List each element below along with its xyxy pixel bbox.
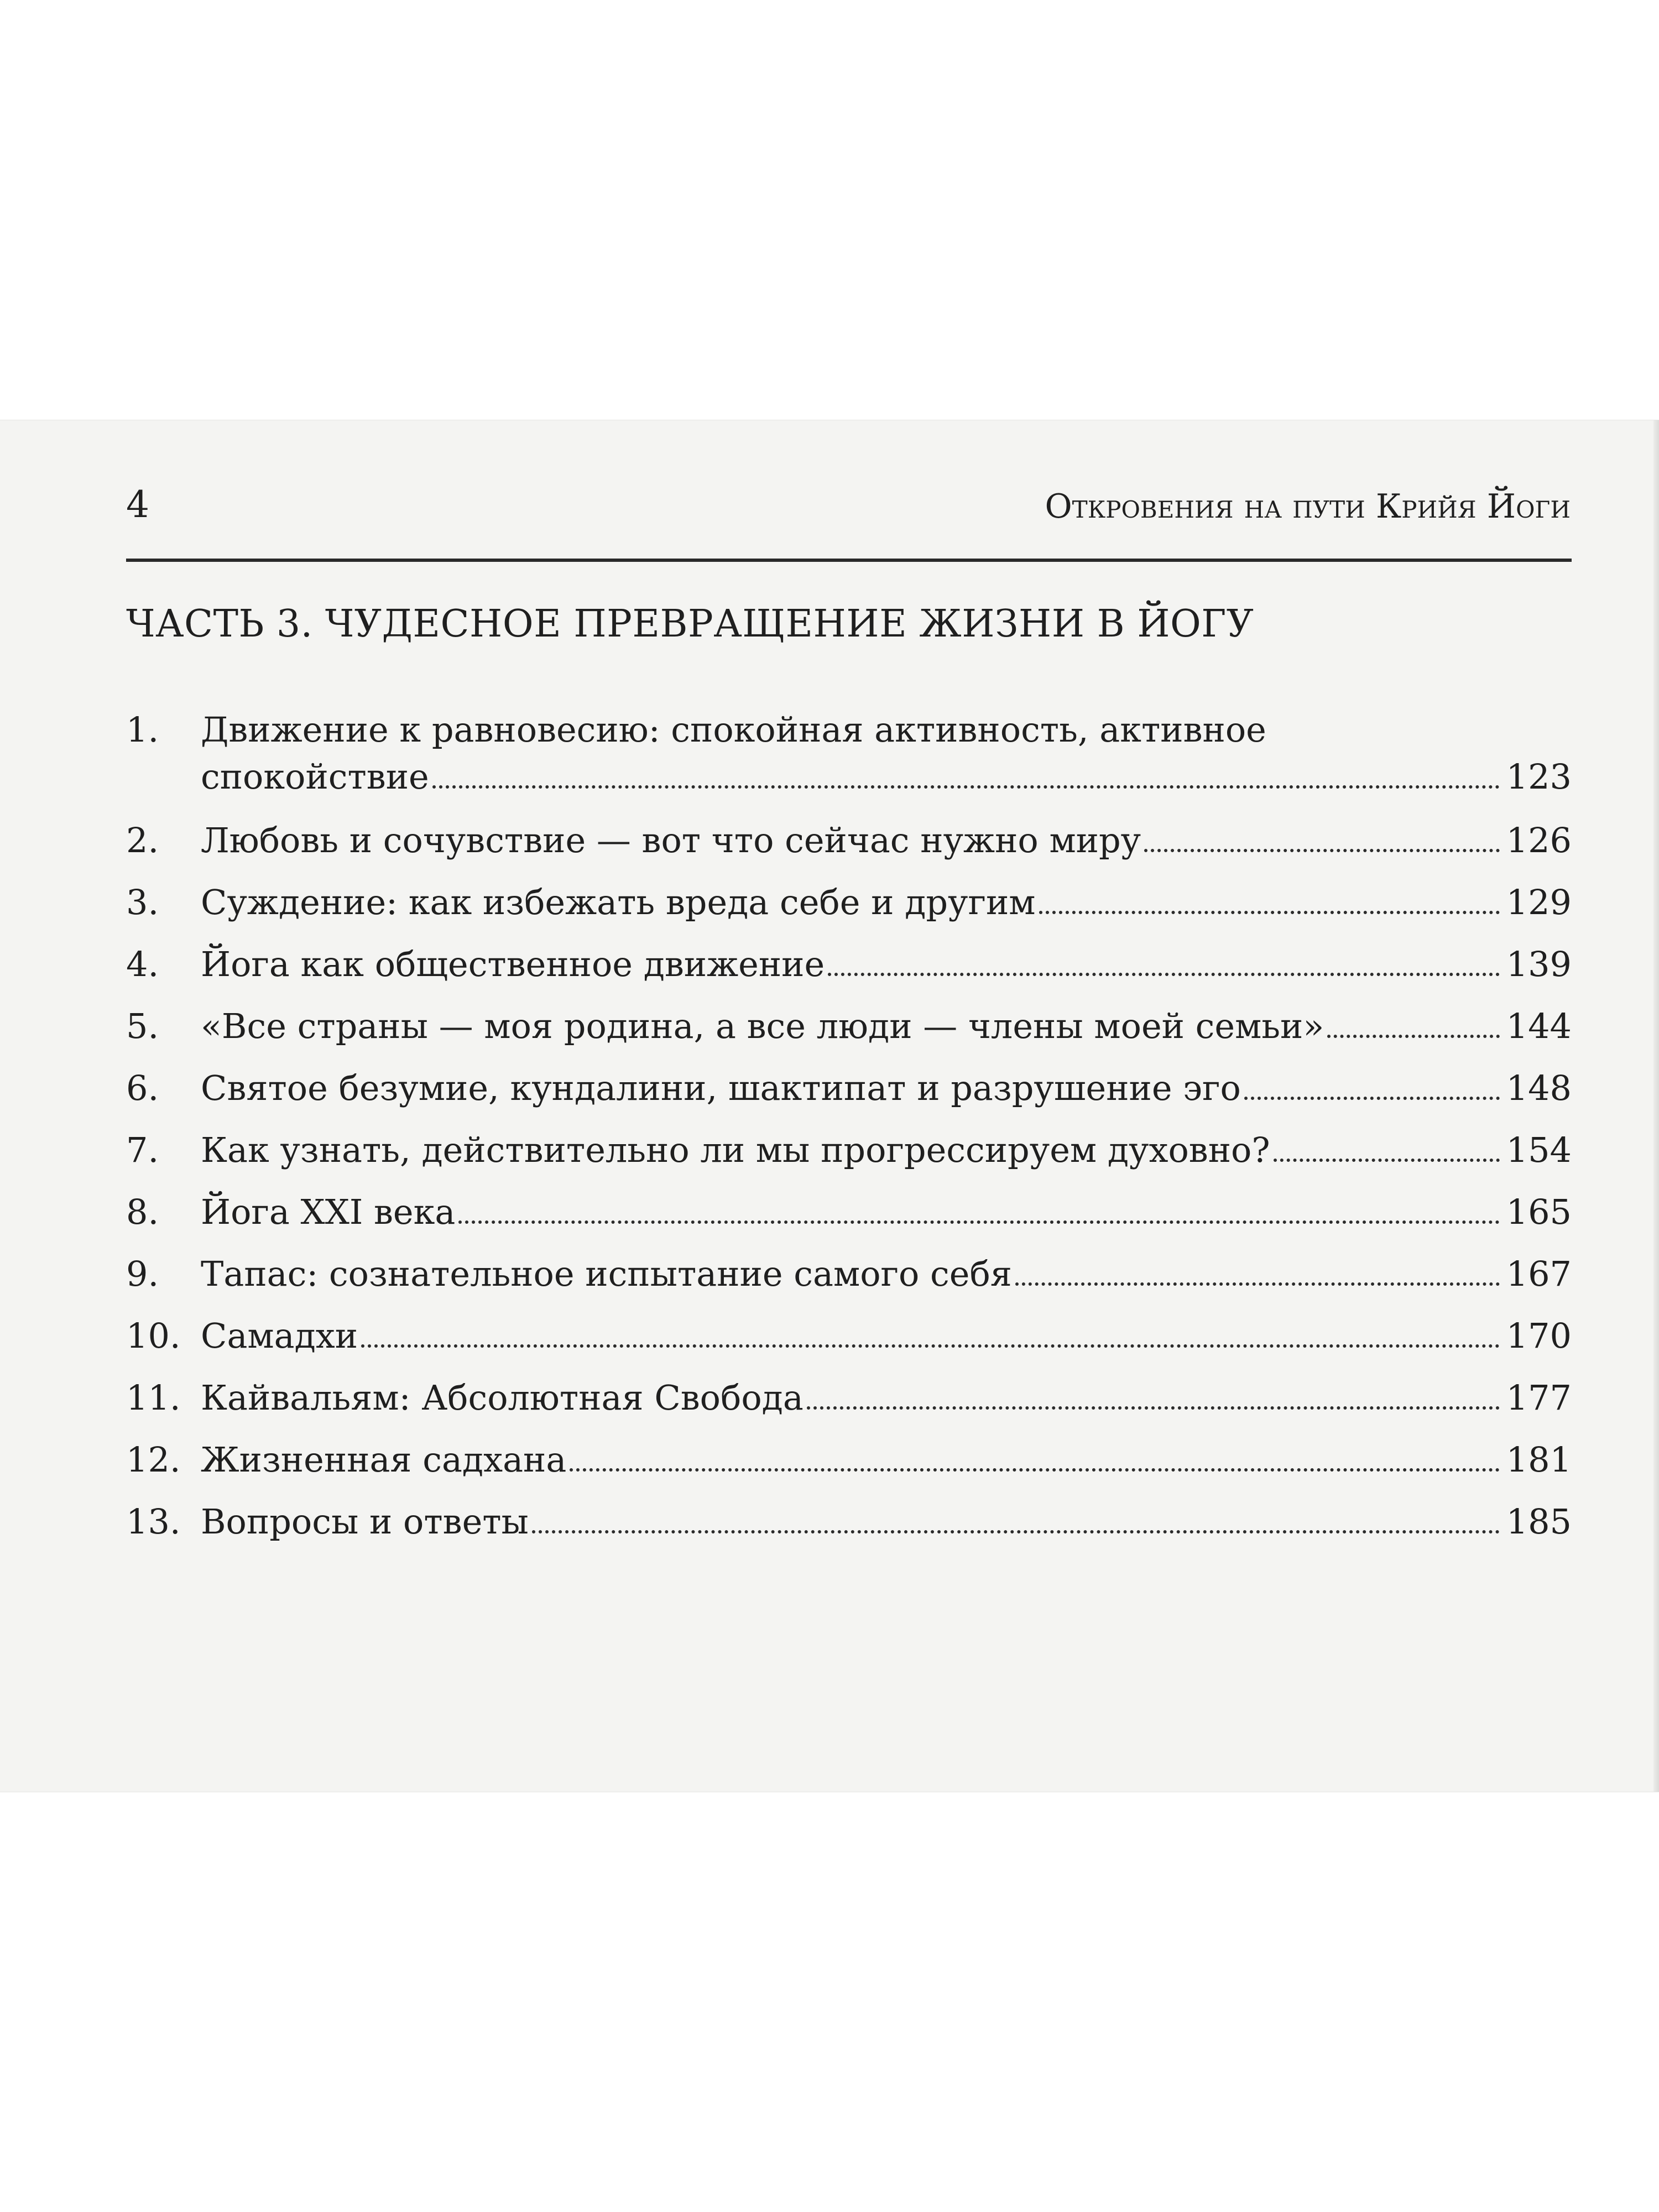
toc-entry-continuation <box>126 755 1572 799</box>
dot-leader <box>432 757 1500 789</box>
toc-entry-number: 8. <box>126 1192 159 1232</box>
toc-entry-number: 7. <box>126 1130 159 1170</box>
toc-entry-page: 148 <box>1506 1068 1572 1108</box>
dot-leader <box>1144 820 1500 852</box>
toc-entry-title-line: Движение к равновесию: спокойная активность, активное <box>201 709 1266 750</box>
dot-leader <box>532 1501 1500 1533</box>
toc-entry-last-line <box>201 880 1572 925</box>
toc-entry <box>126 880 1572 925</box>
toc-entry-title: Йога XXI века <box>201 1192 456 1232</box>
toc-entry-title: Жизненная садхана <box>201 1439 567 1480</box>
dot-leader <box>1327 1006 1500 1038</box>
toc-entry-last-line <box>201 1066 1572 1110</box>
toc-entry <box>126 1500 1572 1544</box>
toc-entry-title: Вопросы и ответы <box>201 1501 529 1542</box>
dot-leader <box>458 1192 1500 1224</box>
toc-entry-page: 126 <box>1506 820 1572 860</box>
toc-entry-last-line <box>201 1438 1572 1482</box>
toc-entry-number: 9. <box>126 1254 159 1294</box>
dot-leader <box>1274 1130 1500 1162</box>
dot-leader <box>828 944 1500 976</box>
toc-entry-last-line <box>201 1190 1572 1234</box>
toc-entry-page: 144 <box>1506 1006 1572 1046</box>
toc-entry-title: Как узнать, действительно ли мы прогрессируем духовно? <box>201 1130 1270 1170</box>
toc-entry-page: 185 <box>1506 1501 1572 1542</box>
running-head: Откровения на пути Крийя Йоги <box>1045 487 1571 526</box>
toc-entry-title: спокойствие <box>201 757 429 797</box>
toc-entry-number: 10. <box>126 1316 181 1356</box>
dot-leader <box>1015 1254 1500 1286</box>
toc-entry <box>126 1128 1572 1172</box>
toc-entry-page: 165 <box>1506 1192 1572 1232</box>
toc-entry-title: Любовь и сочувствие — вот что сейчас нужно миру <box>201 820 1141 860</box>
toc-entry-page: 177 <box>1506 1378 1572 1418</box>
toc-entry-last-line <box>201 818 1572 863</box>
toc-entry-last-line <box>201 1252 1572 1296</box>
dot-leader <box>361 1316 1500 1348</box>
page-number: 4 <box>126 483 149 526</box>
toc-entry-last-line <box>201 1004 1572 1048</box>
toc-entry-page: 181 <box>1506 1439 1572 1480</box>
toc-entry-title: Суждение: как избежать вреда себе и другим <box>201 882 1036 922</box>
book-page <box>0 420 1659 1792</box>
toc-entry-number: 12. <box>126 1439 181 1480</box>
toc-entry <box>126 1376 1572 1420</box>
toc-entry-number: 6. <box>126 1068 159 1108</box>
toc-entry <box>126 1190 1572 1234</box>
toc-entry <box>126 1004 1572 1048</box>
toc-entry <box>126 1314 1572 1358</box>
toc-entry-page: 129 <box>1506 882 1572 922</box>
toc-entry <box>126 708 1572 752</box>
toc-entry-page: 167 <box>1506 1254 1572 1294</box>
toc-entry-title: Тапас: сознательное испытание самого себя <box>201 1254 1012 1294</box>
header-rule <box>126 559 1572 562</box>
toc-entry <box>126 942 1572 987</box>
toc-entry-title: «Все страны — моя родина, а все люди — члены моей семьи» <box>201 1006 1324 1046</box>
toc-entry-title: Йога как общественное движение <box>201 944 825 984</box>
dot-leader <box>1244 1068 1500 1100</box>
dot-leader <box>807 1378 1500 1410</box>
toc-entry-page: 139 <box>1506 944 1572 984</box>
toc-entry-number: 2. <box>126 820 159 860</box>
toc-entry-last-line <box>201 755 1572 799</box>
toc-entry-number: 5. <box>126 1006 159 1046</box>
toc-entry-last-line <box>201 1128 1572 1172</box>
toc-entry <box>126 1252 1572 1296</box>
toc-entry-last-line <box>201 1376 1572 1420</box>
toc-entry-title: Самадхи <box>201 1316 358 1356</box>
toc-entry-title: Святое безумие, кундалини, шактипат и разрушение эго <box>201 1068 1241 1108</box>
toc-entry <box>126 818 1572 863</box>
toc-entry-number: 13. <box>126 1501 181 1542</box>
toc-entry <box>126 1438 1572 1482</box>
toc-entry-page: 123 <box>1506 757 1572 797</box>
toc-entry-number: 3. <box>126 882 159 922</box>
part-title: ЧАСТЬ 3. ЧУДЕСНОЕ ПРЕВРАЩЕНИЕ ЖИЗНИ В ЙОГУ <box>126 602 1254 646</box>
toc-entry-last-line <box>201 1500 1572 1544</box>
page-edge <box>1653 420 1659 1792</box>
dot-leader <box>1039 882 1500 914</box>
toc-entry-last-line <box>201 1314 1572 1358</box>
toc-entry-number: 1. <box>126 709 159 750</box>
toc-entry-page: 154 <box>1506 1130 1572 1170</box>
toc-entry-page: 170 <box>1506 1316 1572 1356</box>
toc-entry-number: 4. <box>126 944 159 984</box>
toc-entry <box>126 1066 1572 1110</box>
toc-entry-last-line <box>201 942 1572 987</box>
toc-entry-number: 11. <box>126 1378 181 1418</box>
toc-entry-title: Кайвальям: Абсолютная Свобода <box>201 1378 804 1418</box>
dot-leader <box>570 1439 1500 1472</box>
